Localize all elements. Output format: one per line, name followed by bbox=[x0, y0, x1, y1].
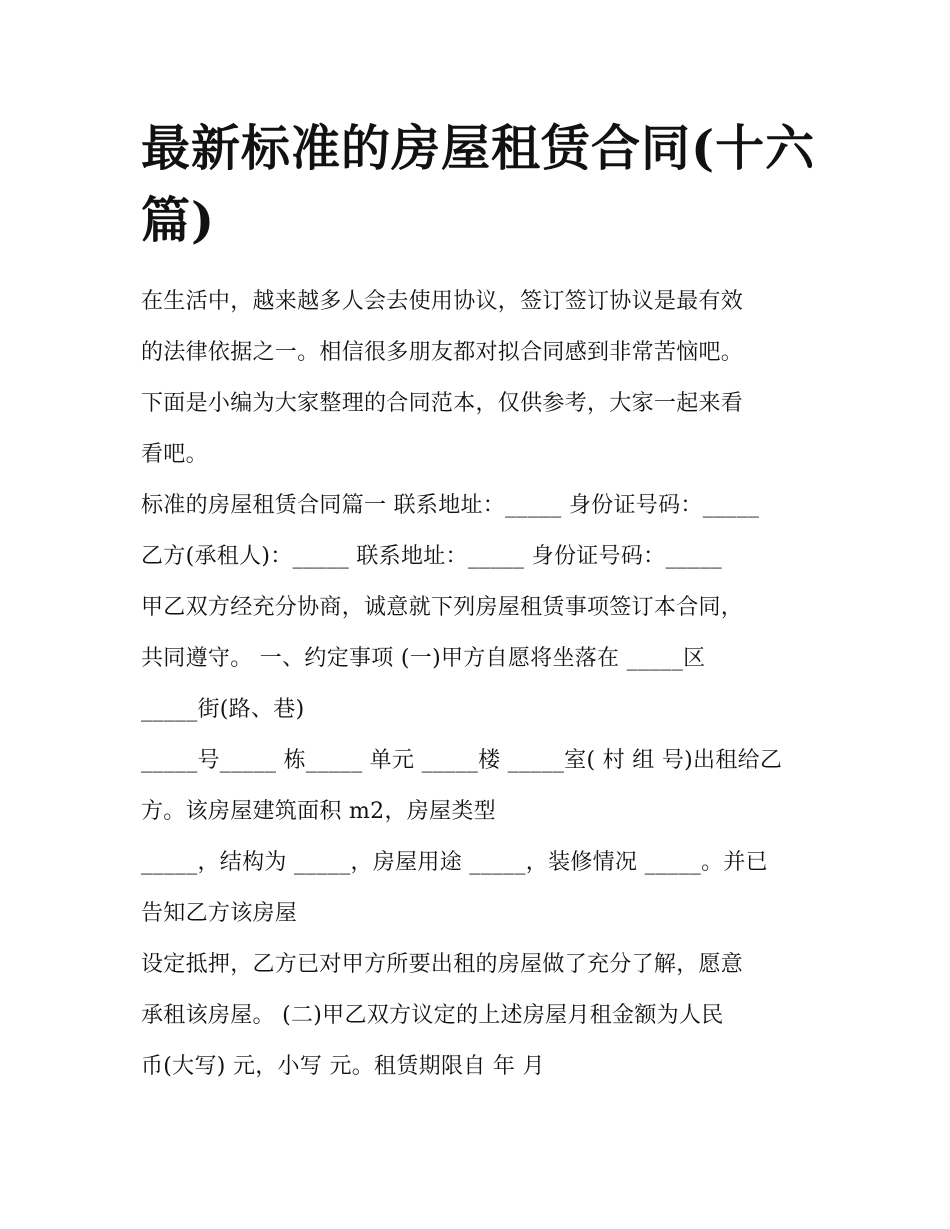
document-body bbox=[141, 276, 831, 1092]
body-line: 看吧。 bbox=[141, 442, 208, 467]
body-line: 设定抵押，乙方已对甲方所要出租的房屋做了充分了解，愿意 bbox=[141, 952, 744, 977]
document-title bbox=[141, 112, 831, 256]
body-line: 方。该房屋建筑面积 m2，房屋类型 bbox=[141, 799, 496, 824]
body-line: _____街(路、巷) bbox=[141, 697, 305, 722]
body-line: 的法律依据之一。相信很多朋友都对拟合同感到非常苦恼吧。 bbox=[141, 340, 744, 365]
body-line: 承租该房屋。 (二)甲乙双方议定的上述房屋月租金额为人民 bbox=[141, 1003, 724, 1028]
body-line: 告知乙方该房屋 bbox=[141, 901, 298, 926]
title-line: 篇) bbox=[141, 191, 216, 249]
body-line: _____号_____ 栋_____ 单元 _____楼 _____室( 村 组 号)出租给乙 bbox=[141, 748, 783, 773]
body-line: 在生活中，越来越多人会去使用协议，签订签订协议是最有效 bbox=[141, 289, 744, 314]
body-line: 下面是小编为大家整理的合同范本，仅供参考，大家一起来看 bbox=[141, 391, 744, 416]
body-line: _____，结构为 _____，房屋用途 _____，装修情况 _____。并已 bbox=[141, 850, 768, 875]
body-line: 标准的房屋租赁合同篇一 联系地址：_____ 身份证号码：_____ bbox=[141, 493, 760, 518]
title-line: 最新标准的房屋租赁合同(十六 bbox=[141, 119, 816, 177]
body-line: 共同遵守。 一、约定事项 (一)甲方自愿将坐落在 _____区 bbox=[141, 646, 706, 671]
body-line: 币(大写) 元，小写 元。租赁期限自 年 月 bbox=[141, 1054, 545, 1079]
body-line: 甲乙双方经充分协商，诚意就下列房屋租赁事项签订本合同， bbox=[141, 595, 744, 620]
body-line: 乙方(承租人)：_____ 联系地址：_____ 身份证号码：_____ bbox=[141, 544, 722, 569]
